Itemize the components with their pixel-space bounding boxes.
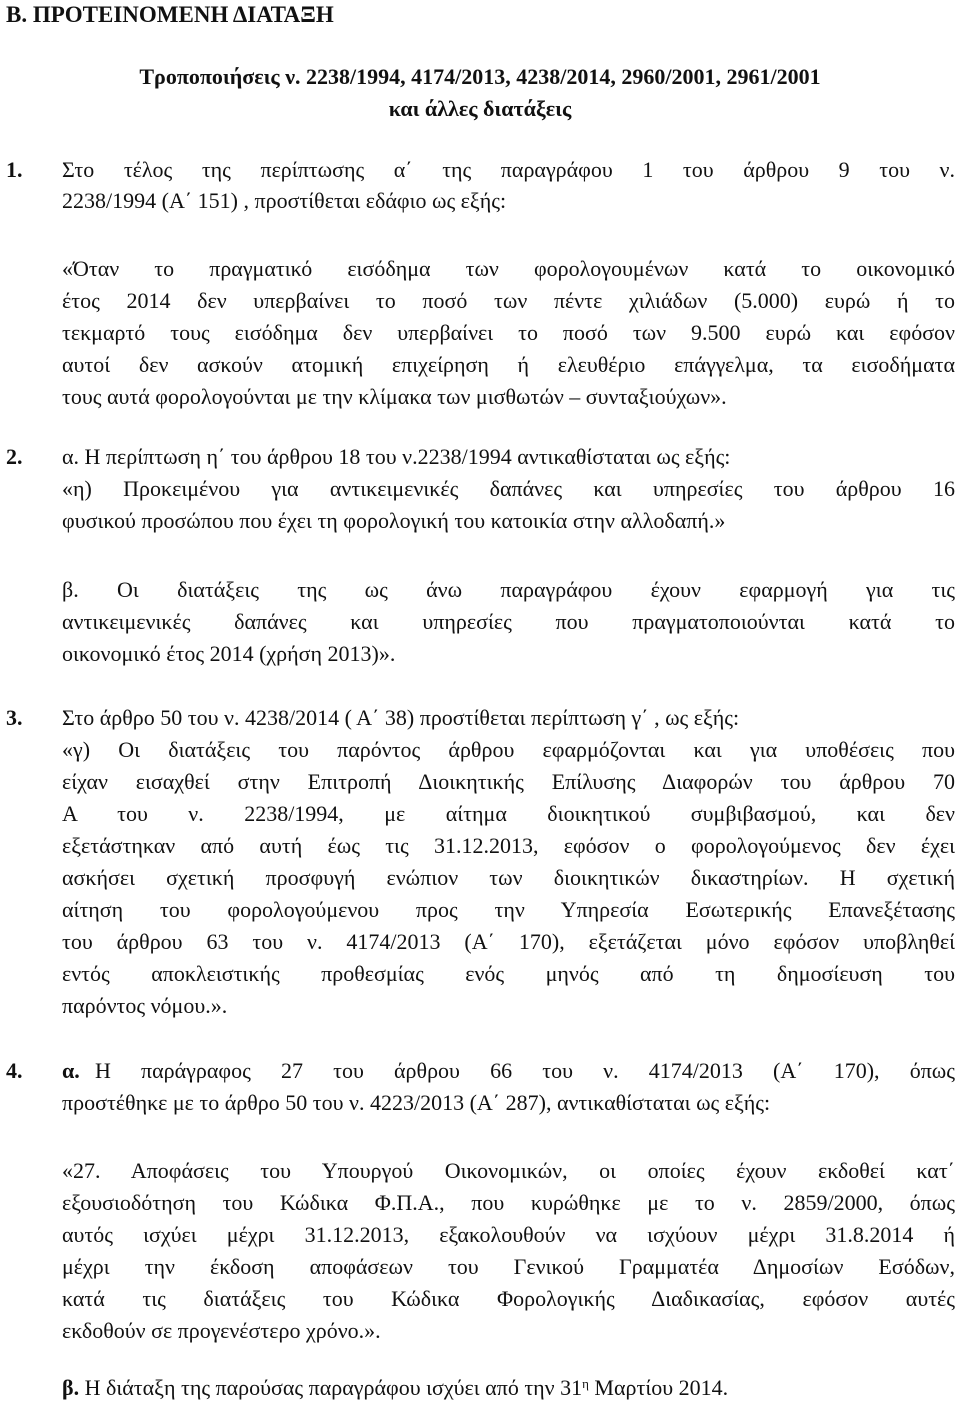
item-1-line: Στο τέλος της περίπτωσης α΄ της παραγράφου 1 του άρθρου 9 του ν. xyxy=(62,157,955,182)
item-2a-line: α. Η περίπτωση η΄ του άρθρου 18 του ν.2238/1994 αντικαθίσταται ως εξής: xyxy=(62,444,731,469)
document-heading: Β. ΠΡΟΤΕΙΝΟΜΕΝΗ ΔΙΑΤΑΞΗ xyxy=(6,2,334,27)
item-1-quote-line: αυτοί δεν ασκούν ατομική επιχείρηση ή ελευθέριο επάγγελμα, τα εισοδήματα xyxy=(62,352,955,377)
item-1-quote-line: τους αυτά φορολογούνται με την κλίμακα των μισθωτών – συνταξιούχων». xyxy=(62,384,727,409)
item-2a-line: φυσικού προσώπου που έχει τη φορολογική του κατοικία στην αλλοδαπή.» xyxy=(62,508,726,533)
item-4b-end: Μαρτίου 2014. xyxy=(588,1375,729,1400)
item-3-line: αίτηση του φορολογούμενου προς την Υπηρεσία Εσωτερικής Επανεξέτασης xyxy=(62,897,955,922)
item-4a-label: α. xyxy=(62,1058,80,1083)
item-3-number: 3. xyxy=(6,705,23,730)
item-2-number: 2. xyxy=(6,444,23,469)
subtitle-line-2: και άλλες διατάξεις xyxy=(388,96,572,121)
item-3-line: παρόντος νόμου.». xyxy=(62,993,228,1018)
item-4-quote-line: κατά τις διατάξεις του Κώδικα Φορολογικής Διαδικασίας, εφόσον αυτές xyxy=(62,1286,955,1311)
item-4-quote-line: αυτός ισχύει μέχρι 31.12.2013, εξακολουθούν να ισχύουν μέχρι 31.8.2014 ή xyxy=(62,1222,955,1247)
item-1-quote-line: «Όταν το πραγματικό εισόδημα των φορολογουμένων κατά το οικονομικό xyxy=(62,256,955,281)
item-3-line: του άρθρου 63 του ν. 4174/2013 (Α΄ 170), εξετάζεται μόνο εφόσον υποβληθεί xyxy=(62,929,955,954)
item-1-quote-line: τεκμαρτό τους εισόδημα δεν υπερβαίνει το ποσό των 9.500 ευρώ και εφόσον xyxy=(62,320,955,345)
item-4-quote-line: «27. Αποφάσεις του Υπουργού Οικονομικών, οι οποίες έχουν εκδοθεί κατ΄ xyxy=(62,1158,955,1183)
item-2b-line: αντικειμενικές δαπάνες και υπηρεσίες που πραγματοποιούνται κατά το xyxy=(62,609,955,634)
item-4-quote-line: εξουσιοδότηση του Κώδικα Φ.Π.Α., που κυρώθηκε με το ν. 2859/2000, όπως xyxy=(62,1190,955,1215)
item-2b-line: οικονομικό έτος 2014 (χρήση 2013)». xyxy=(62,641,396,666)
item-4a-line: Η παράγραφος 27 του άρθρου 66 του ν. 4174/2013 (Α΄ 170), όπως xyxy=(95,1058,955,1083)
item-1-number: 1. xyxy=(6,157,23,182)
item-3-line: Στο άρθρο 50 του ν. 4238/2014 ( Α΄ 38) προστίθεται περίπτωση γ΄ , ως εξής: xyxy=(62,705,740,730)
item-4-number: 4. xyxy=(6,1058,23,1083)
item-4-quote-line: μέχρι την έκδοση αποφάσεων του Γενικού Γραμματέα Δημοσίων Εσόδων, xyxy=(62,1254,955,1279)
item-4b-label: β. xyxy=(62,1375,80,1400)
subtitle-line-1: Τροποποιήσεις ν. 2238/1994, 4174/2013, 4238/2014, 2960/2001, 2961/2001 xyxy=(139,64,821,89)
item-2a-line: «η) Προκειμένου για αντικειμενικές δαπάνες και υπηρεσίες του άρθρου 16 xyxy=(62,476,955,501)
item-3-line: εντός αποκλειστικής προθεσμίας ενός μηνός από τη δημοσίευση του xyxy=(62,961,955,986)
item-4b-line xyxy=(62,1373,728,1403)
item-1-line: 2238/1994 (Α΄ 151) , προστίθεται εδάφιο ως εξής: xyxy=(62,188,507,213)
item-4b-superscript: η xyxy=(582,1376,589,1391)
item-3-line: ασκήσει σχετική προσφυγή ενώπιον των διοικητικών δικαστηρίων. Η σχετική xyxy=(62,865,955,890)
item-3-line: «γ) Οι διατάξεις του παρόντος άρθρου εφαρμόζονται και για υποθέσεις που xyxy=(62,737,955,762)
item-4a-line: προστέθηκε με το άρθρο 50 του ν. 4223/2013 (Α΄ 287), αντικαθίσταται ως εξής: xyxy=(62,1090,771,1115)
item-3-line: είχαν εισαχθεί στην Επιτροπή Διοικητικής Επίλυσης Διαφορών του άρθρου 70 xyxy=(62,769,955,794)
item-1-quote-line: έτος 2014 δεν υπερβαίνει το ποσό των πέντε χιλιάδων (5.000) ευρώ ή το xyxy=(62,288,955,313)
item-4-quote-line: εκδοθούν σε προγενέστερο χρόνο.». xyxy=(62,1318,381,1343)
item-4b-text: Η διάταξη της παρούσας παραγράφου ισχύει από την 31 xyxy=(84,1375,583,1400)
item-2b-line: β. Οι διατάξεις της ως άνω παραγράφου έχουν εφαρμογή για τις xyxy=(62,577,955,602)
item-3-line: εξετάστηκαν από αυτή έως τις 31.12.2013, εφόσον ο φορολογούμενος δεν έχει xyxy=(62,833,955,858)
item-3-line: Α του ν. 2238/1994, με αίτημα διοικητικού συμβιβασμού, και δεν xyxy=(62,801,955,826)
